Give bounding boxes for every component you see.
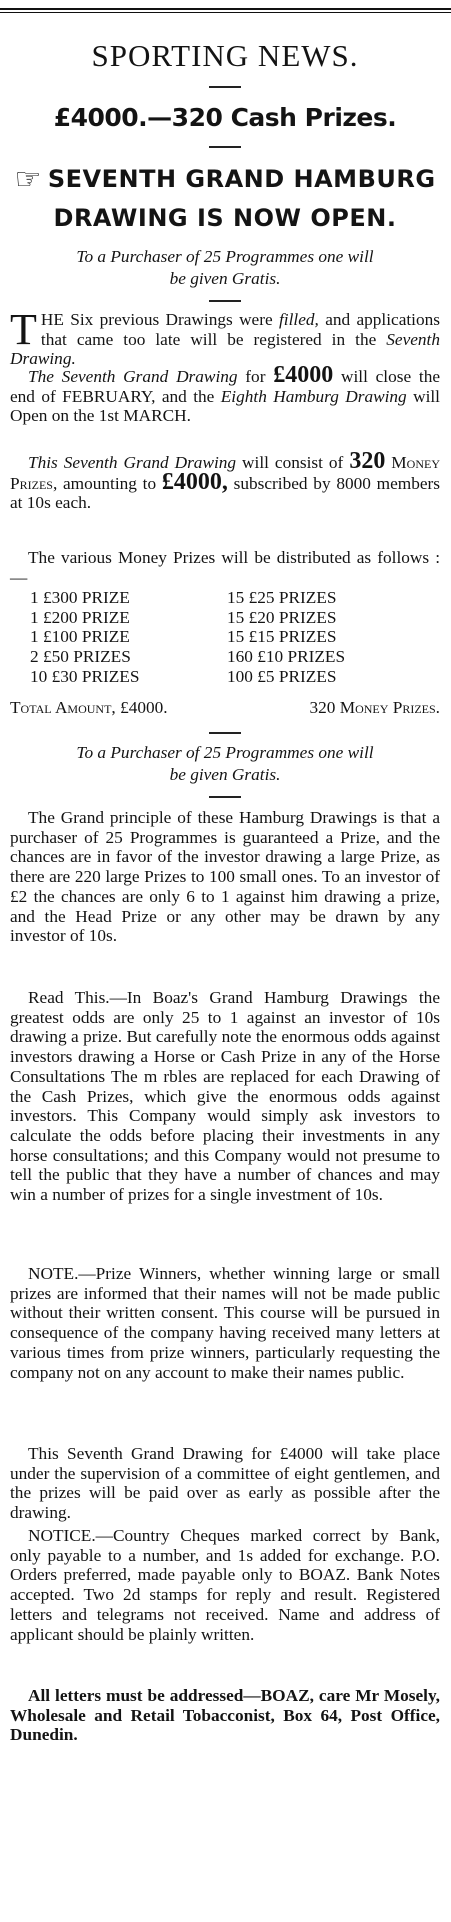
text: will close the end of FEBRUARY, and the xyxy=(10,367,441,406)
top-border-rule xyxy=(0,8,451,10)
paragraph-supervision: This Seventh Grand Drawing for £4000 will take place under the supervision of a committee of eight gentlemen, and the prizes will be paid over as early as possible after the drawing. xyxy=(10,1444,440,1523)
divider-rule xyxy=(209,796,241,798)
paragraph-notice: NOTICE.—Country Cheques marked correct by Bank, only payable to a number, and 1s added for exchange. P.O. Orders preferred, made payable only to BOAZ. Bank Notes accepted. Two 2d stamps for reply and result. Registered letters and telegrams not received. Name and address of applicant should be plainly written. xyxy=(10,1526,440,1644)
prize-row xyxy=(10,647,440,667)
top-border-rule-thin xyxy=(0,12,451,13)
paragraph-distribution: The various Money Prizes will be distributed as follows :— xyxy=(10,548,440,587)
text: will consist of xyxy=(236,453,350,472)
text: This Seventh Grand Drawing xyxy=(28,453,237,472)
text: HE Six previous Drawings were xyxy=(40,310,279,329)
text: subscribed by 8000 members at 10s each. xyxy=(10,473,440,513)
paragraph-address: All letters must be addressed—BOAZ, care Mr Mosely, Wholesale and Retail Tobacconist, Box 64, Post Office, Dunedin. xyxy=(10,1686,440,1745)
prize-row xyxy=(10,667,440,687)
paragraph-close-date xyxy=(10,362,441,426)
offer-note-line: be given Gratis. xyxy=(169,765,281,784)
offer-note-line: To a Purchaser of 25 Programmes one will xyxy=(76,743,374,762)
headline-line-2: DRAWING IS NOW OPEN. xyxy=(53,204,397,232)
divider-rule xyxy=(209,300,241,302)
pointing-hand-icon: ☞ xyxy=(14,162,42,197)
prize-row xyxy=(10,627,440,647)
amount: £4000 xyxy=(273,362,334,388)
divider-rule xyxy=(209,86,241,88)
amount: £4000, xyxy=(161,468,228,495)
text: Seventh Drawing. xyxy=(10,329,440,369)
prize-cell: 1 £100 PRIZE xyxy=(30,627,130,647)
grand-headline xyxy=(10,160,440,237)
divider-rule xyxy=(209,732,241,734)
text: The Seventh Grand Drawing xyxy=(28,367,238,386)
paragraph-intro xyxy=(10,305,440,369)
prize-headline: £4000.—320 Cash Prizes. xyxy=(53,103,397,132)
prize-cell: 160 £10 PRIZES xyxy=(227,647,346,667)
headline-line-1: SEVENTH GRAND HAMBURG xyxy=(47,165,436,193)
total-prizes: 320 Money Prizes. xyxy=(309,698,440,717)
paragraph-note: NOTE.—Prize Winners, whether winning large or small prizes are informed that their names will not be made public without their written consent. This course will be pursued in consequence of the company having received many letters at various times from prize winners, particularly requesting the company not on any account to make their names public. xyxy=(10,1264,440,1382)
divider-rule xyxy=(209,146,241,148)
paragraph-principle: The Grand principle of these Hamburg Drawings is that a purchaser of 25 Programmes is guaranteed a Prize, and the chances are in favor of the investor drawing a large Prize, as there are 220 large Prizes to 100 small ones. To an investor of £2 the chances are only 6 to 1 against him drawing a prize, and the Head Prize or any other may be drawn by any investor of 10s. xyxy=(10,808,440,946)
prize-row xyxy=(10,608,440,628)
offer-note-line: be given Gratis. xyxy=(169,269,281,288)
prize-table xyxy=(10,588,440,687)
prize-cell: 1 £300 PRIZE xyxy=(30,588,130,607)
total-amount: Total Amount, £4000. xyxy=(10,698,168,717)
prize-cell: 1 £200 PRIZE xyxy=(30,607,130,627)
text: will Open on the 1st MARCH. xyxy=(10,386,440,426)
text: for xyxy=(237,367,274,386)
total-line xyxy=(10,698,440,718)
offer-note-repeat xyxy=(10,742,440,786)
prize-row xyxy=(10,588,440,608)
prize-cell: 15 £20 PRIZES xyxy=(227,607,337,627)
text: filled, xyxy=(279,310,319,329)
prize-cell: 100 £5 PRIZES xyxy=(227,666,337,686)
offer-note xyxy=(10,246,440,290)
text: and applications that came too late will be registered in the xyxy=(40,310,440,349)
paragraph-consist xyxy=(10,448,440,513)
masthead-title: SPORTING NEWS. xyxy=(91,38,359,73)
offer-note-line: To a Purchaser of 25 Programmes one will xyxy=(76,247,374,266)
text: amounting to xyxy=(57,473,162,493)
amount: 320 xyxy=(349,448,386,474)
prize-cell: 15 £15 PRIZES xyxy=(227,627,337,647)
text: Eighth Hamburg Drawing xyxy=(220,386,407,406)
drop-cap: T xyxy=(10,305,37,354)
text: Money Prizes, xyxy=(10,453,440,493)
prize-cell: 15 £25 PRIZES xyxy=(227,588,337,607)
prize-cell: 2 £50 PRIZES xyxy=(30,647,131,667)
paragraph-read-this: Read This.—In Boaz's Grand Hamburg Drawings the greatest odds are only 25 to 1 against an investor of 10s drawing a prize. But carefully note the enormous odds against investors drawing a Horse or Cash Prize in any of the Horse Consultations The m rbles are replaced for each Drawing of the Cash Prizes, which give the enormous odds against investors. This Company would simply ask investors to calculate the odds before placing their investments in any horse consultations; and this Company would not presume to tell the public that they have a number of chances and may win a number of prizes for a single investment of 10s. xyxy=(10,988,440,1205)
prize-cell: 10 £30 PRIZES xyxy=(30,666,140,686)
